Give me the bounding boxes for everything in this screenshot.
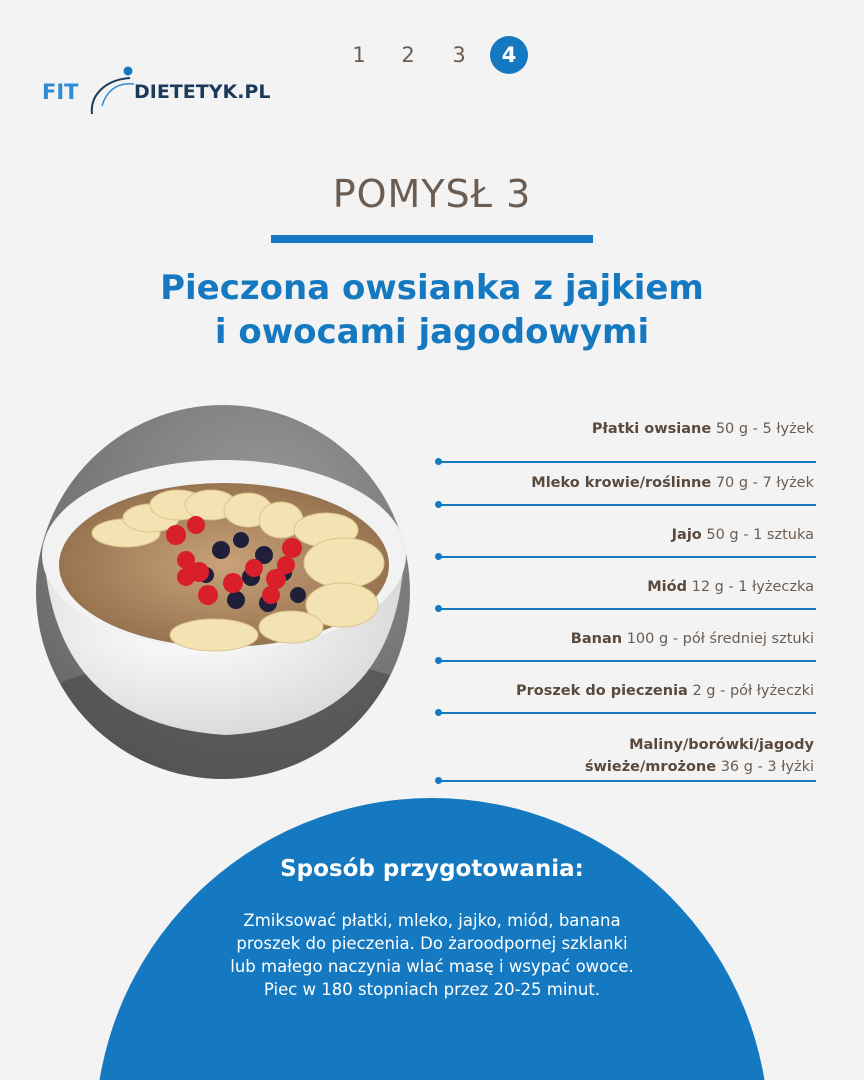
divider-dot	[435, 605, 442, 612]
ingredient-divider	[436, 608, 816, 610]
logo-runner-icon	[80, 66, 140, 116]
ingredient-amount: 50 g - 5 łyżek	[715, 421, 814, 437]
pagination	[340, 36, 540, 74]
ingredient-item	[436, 670, 816, 722]
ingredient-divider	[436, 660, 816, 662]
ingredient-divider	[436, 504, 816, 506]
ingredient-item	[436, 514, 816, 566]
ingredient-amount: 70 g - 7 łyżek	[715, 475, 814, 491]
logo-text-fit: FIT	[42, 80, 79, 104]
ingredient-name: Maliny/borówki/jagody	[629, 737, 814, 753]
ingredient-item	[436, 618, 816, 670]
divider-dot	[435, 777, 442, 784]
ingredient-divider	[436, 556, 816, 558]
method-line: Piec w 180 stopniach przez 20-25 minut.	[263, 980, 601, 999]
ingredient-amount: 50 g - 1 sztuka	[706, 527, 814, 543]
method-line: lub małego naczynia wlać masę i wsypać owoce.	[230, 957, 634, 976]
divider-dot	[435, 709, 442, 716]
ingredient-divider	[436, 780, 816, 782]
method-line: Zmiksować płatki, mleko, jajko, miód, banana	[243, 911, 621, 930]
ingredient-name: Miód	[647, 579, 687, 595]
divider-dot	[435, 553, 442, 560]
ingredient-name: Płatki owsiane	[591, 421, 712, 437]
ingredient-name: Banan	[570, 631, 623, 647]
ingredient-item	[436, 722, 816, 792]
ingredient-divider	[436, 712, 816, 714]
ingredient-item	[436, 462, 816, 514]
oatmeal-bowl-photo	[36, 405, 410, 779]
ingredient-name: Proszek do pieczenia	[515, 683, 688, 699]
ingredient-amount: 12 g - 1 łyżeczka	[691, 579, 814, 595]
page-3-link[interactable]: 3	[452, 43, 466, 67]
recipe-title	[0, 266, 864, 354]
idea-number: POMYSŁ 3	[332, 172, 532, 216]
divider-dot	[435, 657, 442, 664]
page-2-link[interactable]: 2	[401, 43, 415, 67]
divider-dot	[435, 501, 442, 508]
recipe-title-line-1: Pieczona owsianka z jajkiem	[160, 268, 704, 308]
method-instructions	[182, 909, 682, 1001]
ingredient-name: Mleko krowie/roślinne	[531, 475, 712, 491]
title-underline	[271, 235, 593, 243]
ingredient-item	[436, 566, 816, 618]
method-heading: Sposób przygotowania:	[280, 856, 584, 882]
ingredient-item	[436, 418, 816, 462]
ingredients-list	[436, 418, 816, 792]
page-1-link[interactable]: 1	[352, 43, 366, 67]
ingredient-amount: 2 g - pół łyżeczki	[692, 683, 814, 699]
fitdietetyk-logo	[42, 66, 271, 116]
recipe-title-line-2: i owocami jagodowymi	[214, 312, 650, 352]
method-line: proszek do pieczenia. Do żaroodpornej szklanki	[236, 934, 628, 953]
ingredient-amount: 100 g - pół średniej sztuki	[626, 631, 814, 647]
ingredient-name: Jajo	[671, 527, 702, 543]
ingredient-amount: 36 g - 3 łyżki	[720, 759, 814, 775]
page-4-link-current[interactable]: 4	[490, 36, 528, 74]
logo-text-dietetyk: DIETETYK.PL	[134, 81, 271, 103]
ingredient-name: świeże/mrożone	[584, 759, 717, 775]
